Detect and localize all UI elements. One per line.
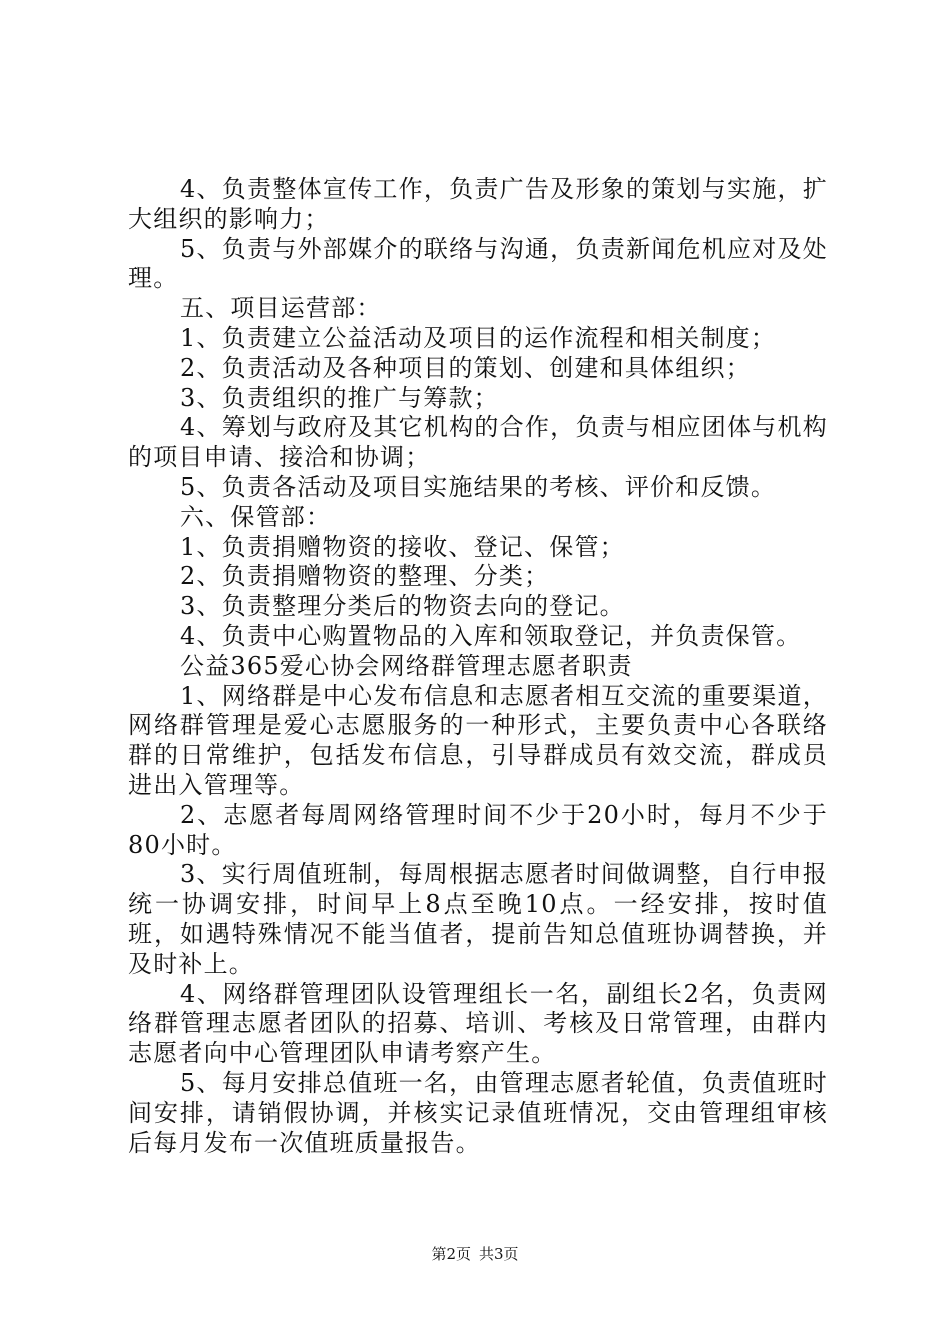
- page-number-total: 共3页: [479, 1245, 519, 1263]
- section-heading: 五、项目运营部：: [180, 294, 382, 323]
- paragraph: 3、实行周值班制，每周根据志愿者时间做调整，自行申报统一协调安排，时间早上8点至晚10点。一经安排，按时值班，如遇特殊情况不能当值者，提前告知总值班协调替换，并及时补上。: [128, 860, 828, 978]
- paragraph: 5、每月安排总值班一名，由管理志愿者轮值，负责值班时间安排，请销假协调，并核实记录值班情况，交由管理组审核后每月发布一次值班质量报告。: [128, 1068, 828, 1157]
- paragraph: 2、负责捐赠物资的整理、分类；: [180, 562, 550, 591]
- paragraph: 2、志愿者每周网络管理时间不少于20小时，每月不少于80小时。: [128, 800, 828, 859]
- paragraph: 2、负责活动及各种项目的策划、创建和具体组织；: [180, 353, 751, 382]
- paragraph: 1、负责建立公益活动及项目的运作流程和相关制度；: [180, 323, 777, 352]
- paragraph: 1、网络群是中心发布信息和志愿者相互交流的重要渠道，网络群管理是爱心志愿服务的一种形式，主要负责中心各联络群的日常维护，包括发布信息，引导群成员有效交流，群成员进出入管理等。: [128, 681, 828, 799]
- paragraph: 4、网络群管理团队设管理组长一名，副组长2名，负责网络群管理志愿者团队的招募、培训、考核及日常管理，由群内志愿者向中心管理团队申请考察产生。: [128, 979, 828, 1068]
- document-body: [128, 175, 828, 1158]
- paragraph: 4、筹划与政府及其它机构的合作，负责与相应团体与机构的项目申请、接洽和协调；: [128, 413, 828, 472]
- paragraph: 4、负责中心购置物品的入库和领取登记，并负责保管。: [180, 621, 802, 650]
- page-number-current: 第2页: [431, 1245, 471, 1263]
- section-heading: 六、保管部：: [180, 502, 332, 531]
- paragraph: 4、负责整体宣传工作，负责广告及形象的策划与实施，扩大组织的影响力；: [128, 175, 828, 233]
- document-subtitle: 公益365爱心协会网络群管理志愿者职责: [180, 651, 633, 680]
- paragraph: 5、负责与外部媒介的联络与沟通，负责新闻危机应对及处理。: [128, 234, 828, 293]
- paragraph: 3、负责组织的推广与筹款；: [180, 383, 499, 412]
- paragraph: 5、负责各活动及项目实施结果的考核、评价和反馈。: [180, 472, 777, 501]
- paragraph: 3、负责整理分类后的物资去向的登记。: [180, 592, 625, 621]
- page-footer: [0, 1244, 950, 1264]
- paragraph: 1、负责捐赠物资的接收、登记、保管；: [180, 532, 625, 561]
